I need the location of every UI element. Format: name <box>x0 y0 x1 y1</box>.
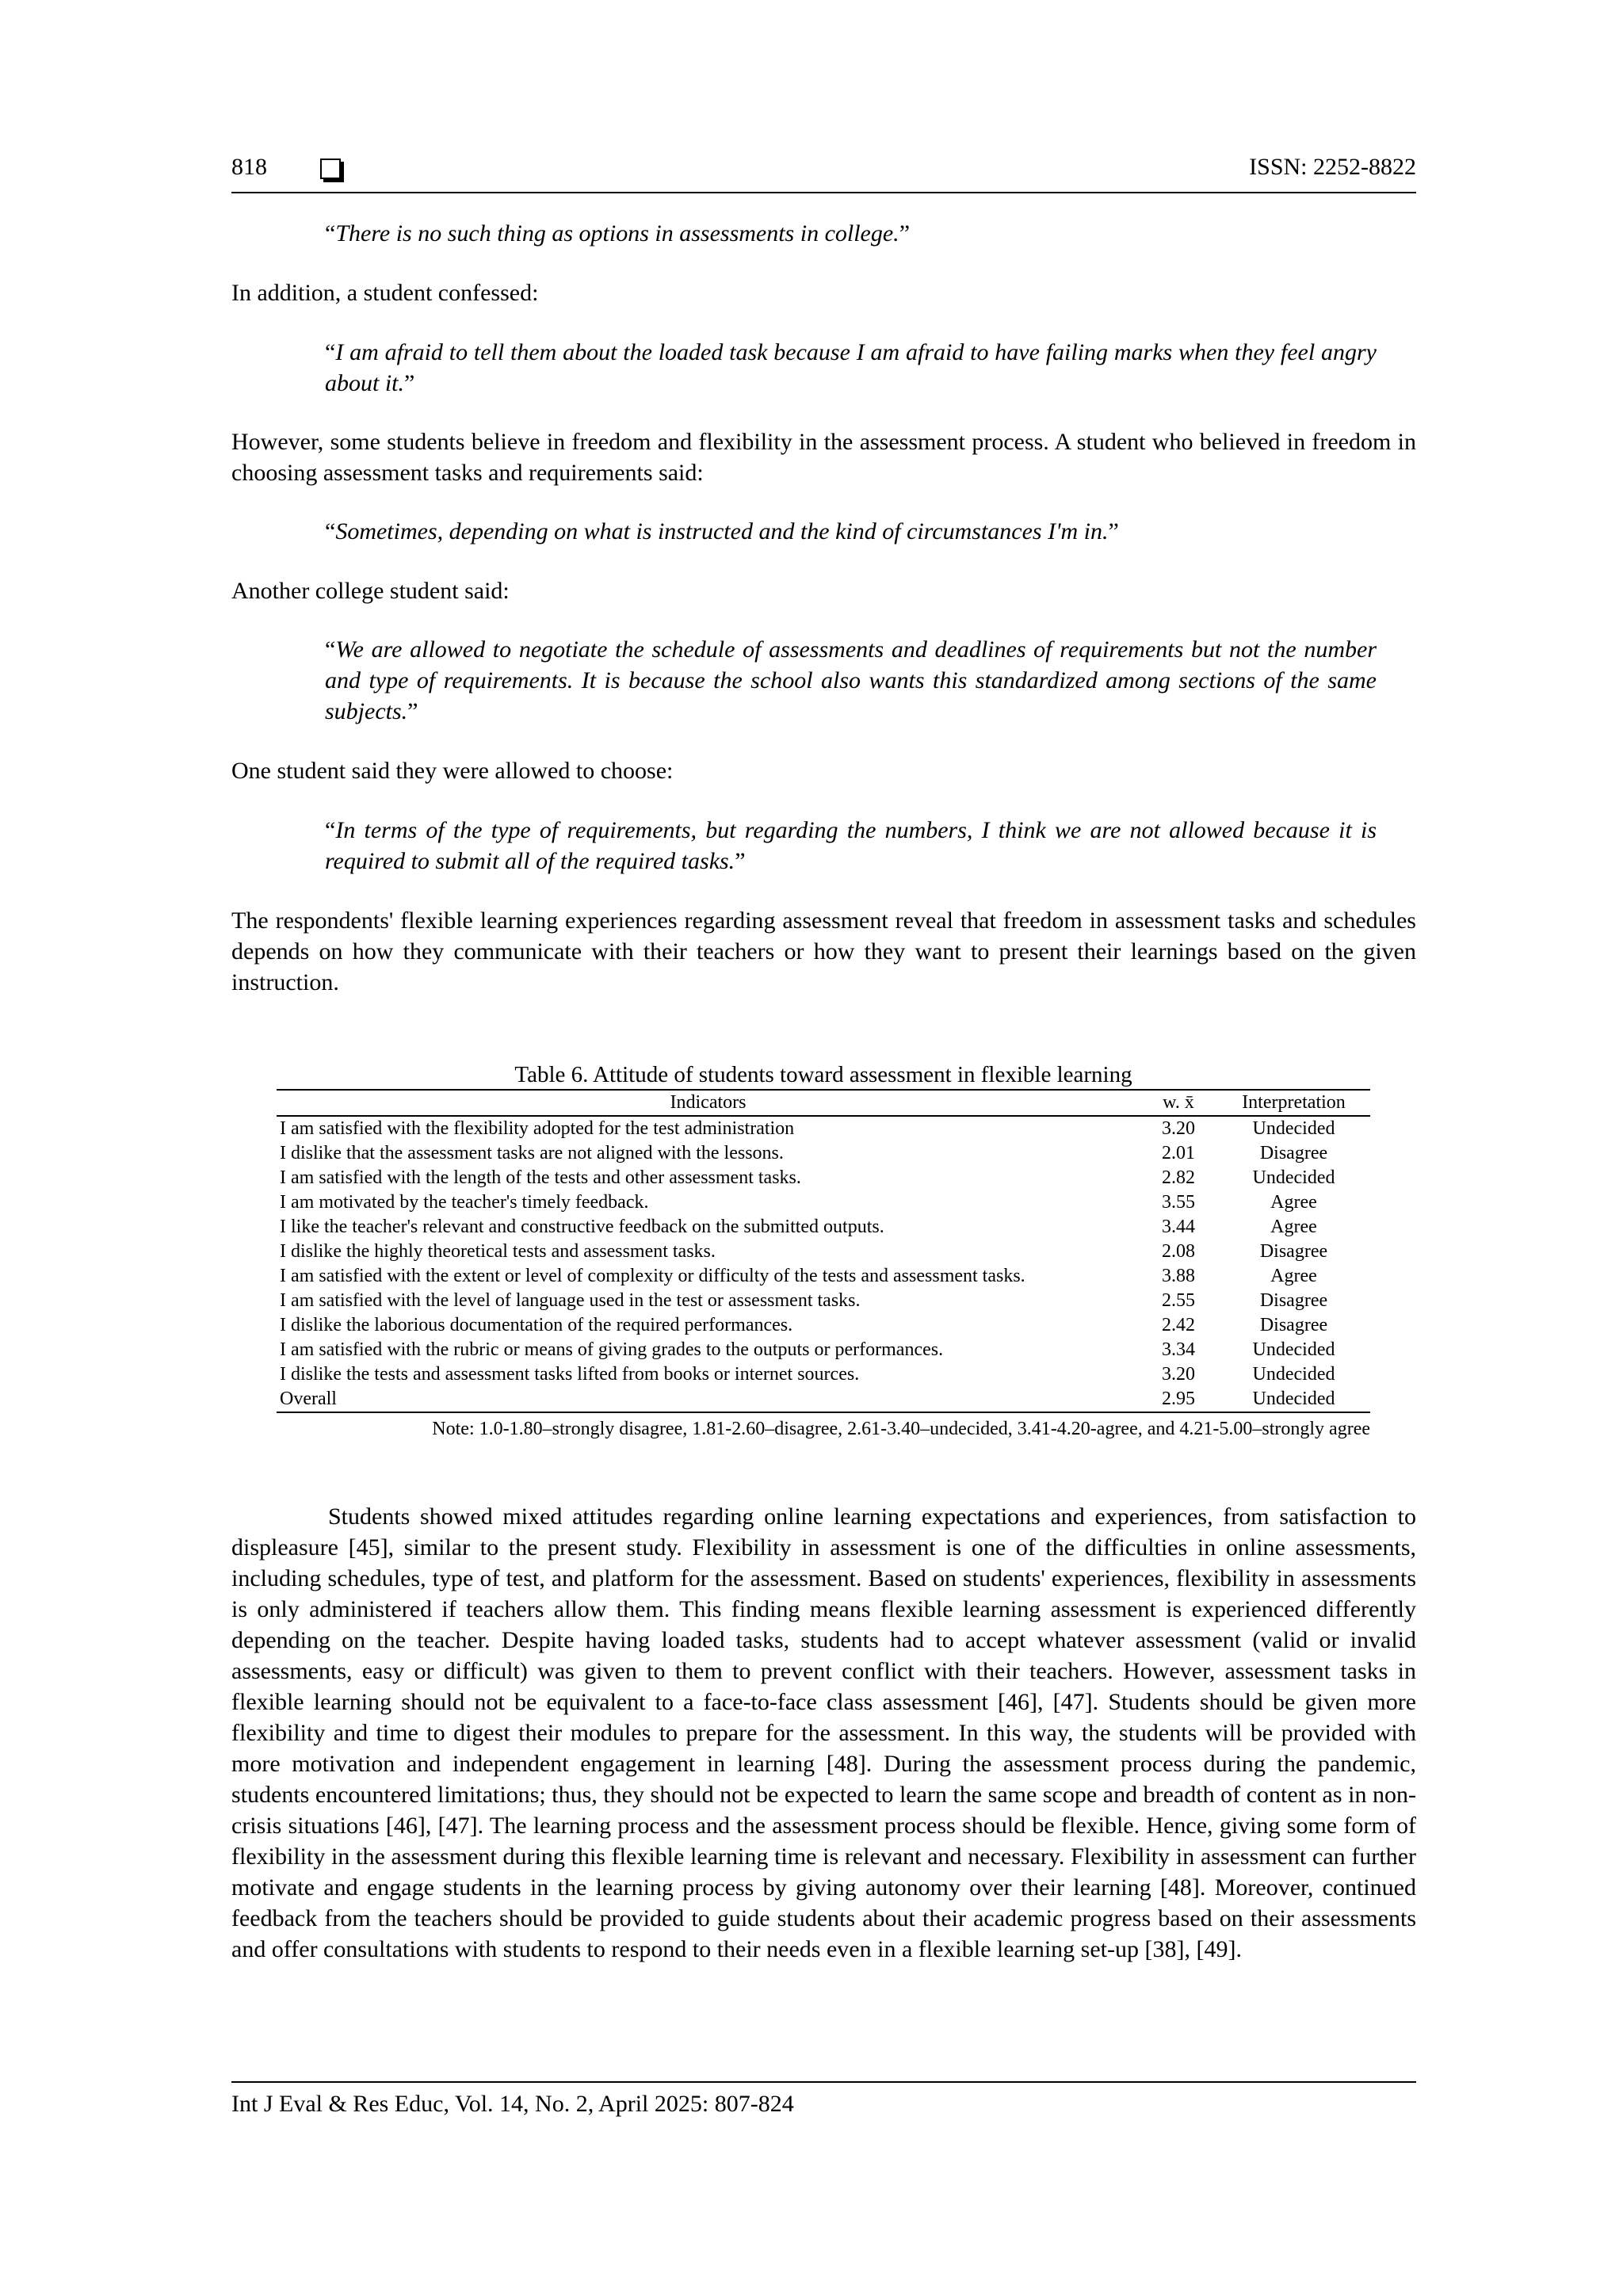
table-row <box>277 1264 1370 1289</box>
page-header <box>231 152 1416 193</box>
quote-5-text: In terms of the type of requirements, but regarding the numbers, I think we are not allowed because it is required to submit all of the required tasks. <box>325 817 1377 874</box>
paragraph-1: In addition, a student confessed: <box>231 280 539 306</box>
mean-cell: 3.88 <box>1162 1266 1195 1286</box>
indicator-cell: I dislike the highly theoretical tests and assessment tasks. <box>280 1241 716 1262</box>
indicator-cell: I am satisfied with the length of the tests and other assessment tasks. <box>280 1167 801 1188</box>
interpretation-cell: Disagree <box>1259 1143 1328 1163</box>
interpretation-cell: Undecided <box>1252 1339 1335 1360</box>
col-header-mean: w. x̄ <box>1140 1091 1217 1116</box>
close-quote: ” <box>899 220 911 246</box>
quote-4-text: We are allowed to negotiate the schedule of assessments and deadlines of requirements but not the number and type of requirements. It is because the school also wants this standardized among sections of the same subjects. <box>325 636 1377 724</box>
interpretation-cell: Disagree <box>1259 1241 1328 1262</box>
interpretation-cell: Disagree <box>1259 1290 1328 1311</box>
interpretation-cell: Agree <box>1270 1266 1317 1286</box>
issn: ISSN: 2252-8822 <box>1249 154 1416 180</box>
mean-cell: 3.20 <box>1162 1364 1195 1385</box>
quote-1-text: There is no such thing as options in assessments in college. <box>335 220 899 246</box>
interpretation-cell: Disagree <box>1259 1315 1328 1335</box>
paragraph-3: Another college student said: <box>231 578 510 604</box>
table-row <box>277 1166 1370 1190</box>
square-bullet-icon <box>320 159 341 179</box>
quote-1 <box>325 218 1377 249</box>
paragraph-4: One student said they were allowed to choose: <box>231 758 674 784</box>
table-row <box>277 1215 1370 1240</box>
open-quote: “ <box>325 817 336 843</box>
mean-cell: 2.82 <box>1162 1167 1195 1188</box>
interpretation-cell: Undecided <box>1252 1364 1335 1385</box>
close-quote: ” <box>1108 518 1119 544</box>
page-number: 818 <box>231 154 267 180</box>
interpretation-cell: Agree <box>1270 1192 1317 1213</box>
quote-2 <box>325 337 1377 399</box>
quote-5 <box>325 815 1377 877</box>
indicator-cell: I dislike that the assessment tasks are not aligned with the lessons. <box>280 1143 784 1163</box>
interpretation-cell: Undecided <box>1252 1118 1335 1139</box>
table-6 <box>277 1060 1370 1442</box>
paragraph-2: However, some students believe in freedom and flexibility in the assessment process. A student who believed in freedom in choosing assessment tasks and requirements said: <box>231 429 1416 486</box>
close-quote: ” <box>407 698 418 724</box>
mean-cell: 3.44 <box>1162 1217 1195 1237</box>
table-header-row <box>277 1091 1370 1116</box>
mean-cell: 2.01 <box>1162 1143 1195 1163</box>
interpretation-cell: Agree <box>1270 1217 1317 1237</box>
table-row <box>277 1362 1370 1387</box>
col-header-interpretation: Interpretation <box>1217 1091 1370 1116</box>
mean-cell: 2.08 <box>1162 1241 1195 1262</box>
table-row <box>277 1141 1370 1166</box>
indicator-cell: I am motivated by the teacher's timely feedback. <box>280 1192 649 1213</box>
table-row <box>277 1190 1370 1215</box>
quote-3 <box>325 516 1377 547</box>
indicator-cell: I dislike the tests and assessment tasks lifted from books or internet sources. <box>280 1364 860 1385</box>
quote-3-text: Sometimes, depending on what is instructed and the kind of circumstances I'm in. <box>335 518 1109 544</box>
close-quote: ” <box>404 370 415 396</box>
page-footer: Int J Eval & Res Educ, Vol. 14, No. 2, April 2025: 807-824 <box>231 2081 1416 2118</box>
mean-cell: 2.95 <box>1140 1387 1217 1412</box>
mean-cell: 3.55 <box>1162 1192 1195 1213</box>
quote-4 <box>325 634 1377 727</box>
open-quote: “ <box>325 636 336 663</box>
open-quote: “ <box>325 339 336 365</box>
mean-cell: 2.42 <box>1162 1315 1195 1335</box>
indicator-cell: I am satisfied with the level of language used in the test or assessment tasks. <box>280 1290 861 1311</box>
table-row <box>277 1240 1370 1264</box>
indicator-cell: I am satisfied with the extent or level of complexity or difficulty of the tests and assessment tasks. <box>280 1266 1025 1286</box>
table-row-overall <box>277 1387 1370 1412</box>
mean-cell: 3.34 <box>1162 1339 1195 1360</box>
table-caption: Table 6. Attitude of students toward assessment in flexible learning <box>277 1060 1370 1091</box>
mean-cell: 3.20 <box>1162 1118 1195 1139</box>
indicator-cell: I am satisfied with the rubric or means of giving grades to the outputs or performances. <box>280 1339 944 1360</box>
mean-cell: 2.55 <box>1162 1290 1195 1311</box>
paragraph-5: The respondents' flexible learning experiences regarding assessment reveal that freedom in assessment tasks and schedules depends on how they communicate with their teachers or how they want to present their learnings based on the given instruction. <box>231 907 1416 995</box>
indicator-cell: I dislike the laborious documentation of the required performances. <box>280 1315 793 1335</box>
table-row <box>277 1313 1370 1338</box>
interpretation-cell: Undecided <box>1217 1387 1370 1412</box>
interpretation-cell: Undecided <box>1252 1167 1335 1188</box>
open-quote: “ <box>325 220 336 246</box>
table-row <box>277 1116 1370 1141</box>
table-note: Note: 1.0-1.80–strongly disagree, 1.81-2.60–disagree, 2.61-3.40–undecided, 3.41-4.20-agree, and 4.21-5.00–strongly agree <box>432 1419 1370 1439</box>
quote-2-text: I am afraid to tell them about the loaded task because I am afraid to have failing marks when they feel angry about it. <box>325 339 1377 396</box>
indicator-cell: I like the teacher's relevant and constructive feedback on the submitted outputs. <box>280 1217 884 1237</box>
close-quote: ” <box>735 848 746 874</box>
table-row <box>277 1338 1370 1362</box>
open-quote: “ <box>325 518 336 544</box>
indicator-cell: I am satisfied with the flexibility adopted for the test administration <box>280 1118 795 1139</box>
col-header-indicators: Indicators <box>277 1091 1140 1116</box>
table-row <box>277 1289 1370 1313</box>
paragraph-6: Students showed mixed attitudes regarding online learning expectations and experiences, from satisfaction to displeasure [45], similar to the present study. Flexibility in assessment is one of the difficulties in online assessments, including schedules, type of test, and platform for the assessment. Based on students' experiences, flexibility in assessments is only administered if teachers allow them. This finding means flexible learning assessment is experienced differently depending on the teacher. Despite having loaded tasks, students had to accept whatever assessment (valid or invalid assessments, easy or difficult) was given to them to prevent conflict with their teachers. However, assessment tasks in flexible learning should not be equivalent to a face-to-face class assessment [46], [47]. Students should be given more flexibility and time to digest their modules to prepare for the assessment. In this way, the students will be provided with more motivation and independent engagement in learning [48]. During the assessment process during the pandemic, students encountered limitations; thus, they should not be expected to learn the same scope and breadth of content as in non-crisis situations [46], [47]. The learning process and the assessment process should be flexible. Hence, giving some form of flexibility in the assessment during this flexible learning time is relevant and necessary. Flexibility in assessment can further motivate and engage students in the learning process by giving autonomy over their learning [48]. Moreover, continued feedback from the teachers should be provided to guide students about their academic progress based on their assessments and offer consultations with students to respond to their needs even in a flexible learning set-up [38], [49]. <box>231 1503 1416 1962</box>
attitude-table <box>277 1091 1370 1413</box>
indicator-cell: Overall <box>277 1387 1140 1412</box>
